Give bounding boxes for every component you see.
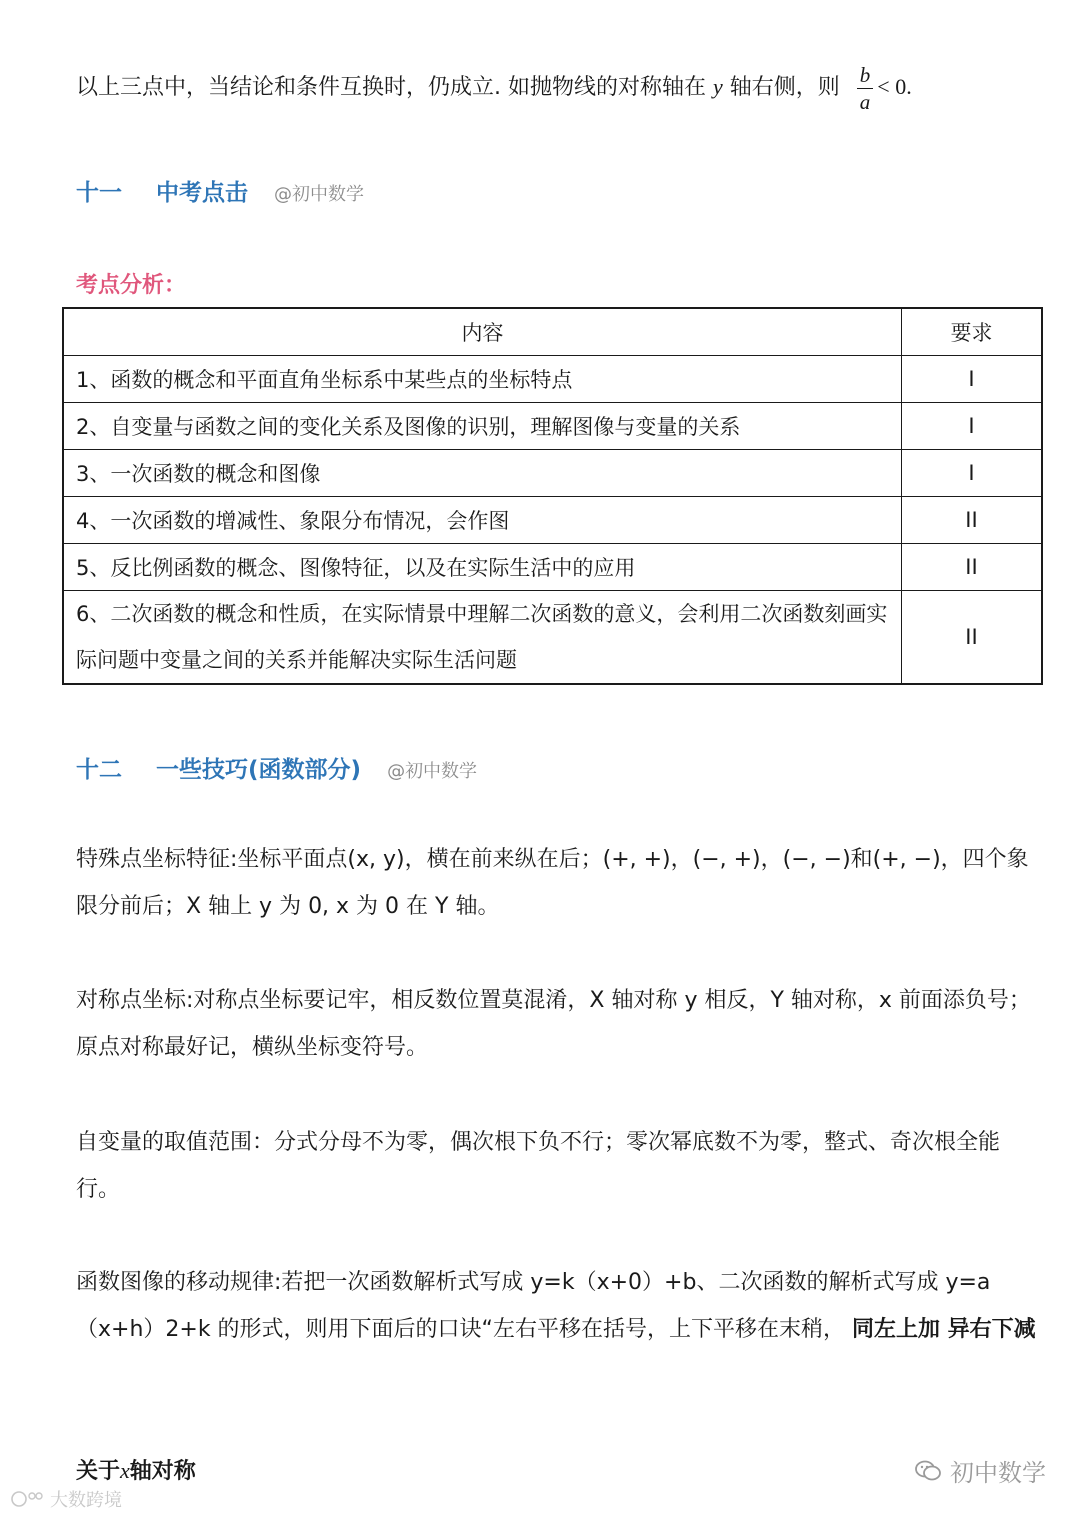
row-content: 5、反比例函数的概念、图像特征，以及在实际生活中的应用 <box>63 544 902 591</box>
section-12-title: 一些技巧(函数部分) <box>156 757 362 783</box>
x-axis-prefix: 关于 <box>76 1459 121 1484</box>
row-requirement: II <box>902 591 1043 685</box>
graph-shift-rhyme: 同左上加 异右下减 <box>851 1317 1036 1342</box>
row-content: 4、一次函数的增减性、象限分布情况，会作图 <box>63 497 902 544</box>
intro-text: 以上三点中，当结论和条件互换时，仍成立. 如抛物线的对称轴在 <box>76 75 706 100</box>
row-requirement: I <box>902 450 1043 497</box>
table-row <box>63 356 1042 403</box>
section-12-heading <box>76 751 477 784</box>
fraction <box>857 64 874 113</box>
table-row <box>63 403 1042 450</box>
paragraph-graph-shift <box>76 1259 1036 1353</box>
section-12-number: 十二 <box>76 757 122 783</box>
row-content: 2、自变量与函数之间的变化关系及图像的识别，理解图像与变量的关系 <box>63 403 902 450</box>
table-row <box>63 544 1042 591</box>
section-11-tag: @初中数学 <box>274 184 365 205</box>
row-content: 6、二次函数的概念和性质，在实际情景中理解二次函数的意义，会利用二次函数刻画实际问题中变量之间的关系并能解决实际生活问题 <box>63 591 902 685</box>
table-header-row <box>63 308 1042 356</box>
x-axis-var: x <box>120 1458 130 1483</box>
watermark-text: 初中数学 <box>950 1459 1046 1487</box>
exam-point-subheading: 考点分析： <box>76 273 187 298</box>
graph-shift-text: 函数图像的移动规律:若把一次函数解析式写成 y=k（x+0）+b、二次函数的解析式写成 y=a（x+h）2+k 的形式，则用下面后的口诀“左右平移在括号，上下平移在末稍， <box>76 1270 991 1342</box>
header-requirement: 要求 <box>902 308 1043 356</box>
row-content: 3、一次函数的概念和图像 <box>63 450 902 497</box>
x-axis-suffix: 轴对称 <box>129 1459 196 1484</box>
site-watermark-text: 大数跨境 <box>50 1490 122 1511</box>
table-row <box>63 450 1042 497</box>
paragraph-variable-range: 自变量的取值范围：分式分母不为零，偶次根下负不行；零次幂底数不为零，整式、奇次根全能行。 <box>76 1130 1001 1202</box>
row-requirement: II <box>902 544 1043 591</box>
intro-tail: < 0. <box>877 74 912 99</box>
paragraph-symmetric-points: 对称点坐标:对称点坐标要记牢，相反数位置莫混淆，X 轴对称 y 相反，Y 轴对称，x 前面添负号；原点对称最好记，横纵坐标变符号。 <box>76 988 1031 1060</box>
table-row <box>63 591 1042 685</box>
wechat-watermark <box>914 1453 1046 1488</box>
paragraph-special-points: 特殊点坐标特征:坐标平面点(x, y)，横在前来纵在后；(+, +)，(−, +)，(−, −)和(+, −)，四个象限分前后；X 轴上 y 为 0, x 为 0 在 Y 轴。 <box>76 847 1029 919</box>
site-logo-icon <box>10 1489 44 1509</box>
fraction-numerator: b <box>857 64 874 89</box>
row-requirement: II <box>902 497 1043 544</box>
intro-text2: 轴右侧，则 <box>729 75 840 100</box>
intro-line <box>76 62 1036 113</box>
exam-points-table <box>62 307 1043 685</box>
section-11-heading <box>76 174 364 207</box>
row-content: 1、函数的概念和平面直角坐标系中某些点的坐标特点 <box>63 356 902 403</box>
row-requirement: I <box>902 403 1043 450</box>
section-11-number: 十一 <box>76 180 122 206</box>
table-row <box>63 497 1042 544</box>
section-11-title: 中考点击 <box>156 180 249 206</box>
wechat-icon <box>914 1459 942 1483</box>
header-content: 内容 <box>63 308 902 356</box>
x-axis-symmetry-heading <box>76 1447 1036 1495</box>
intro-var: y <box>713 74 723 99</box>
row-requirement: I <box>902 356 1043 403</box>
fraction-denominator: a <box>859 89 871 114</box>
site-watermark <box>10 1486 122 1512</box>
section-12-tag: @初中数学 <box>387 761 478 782</box>
